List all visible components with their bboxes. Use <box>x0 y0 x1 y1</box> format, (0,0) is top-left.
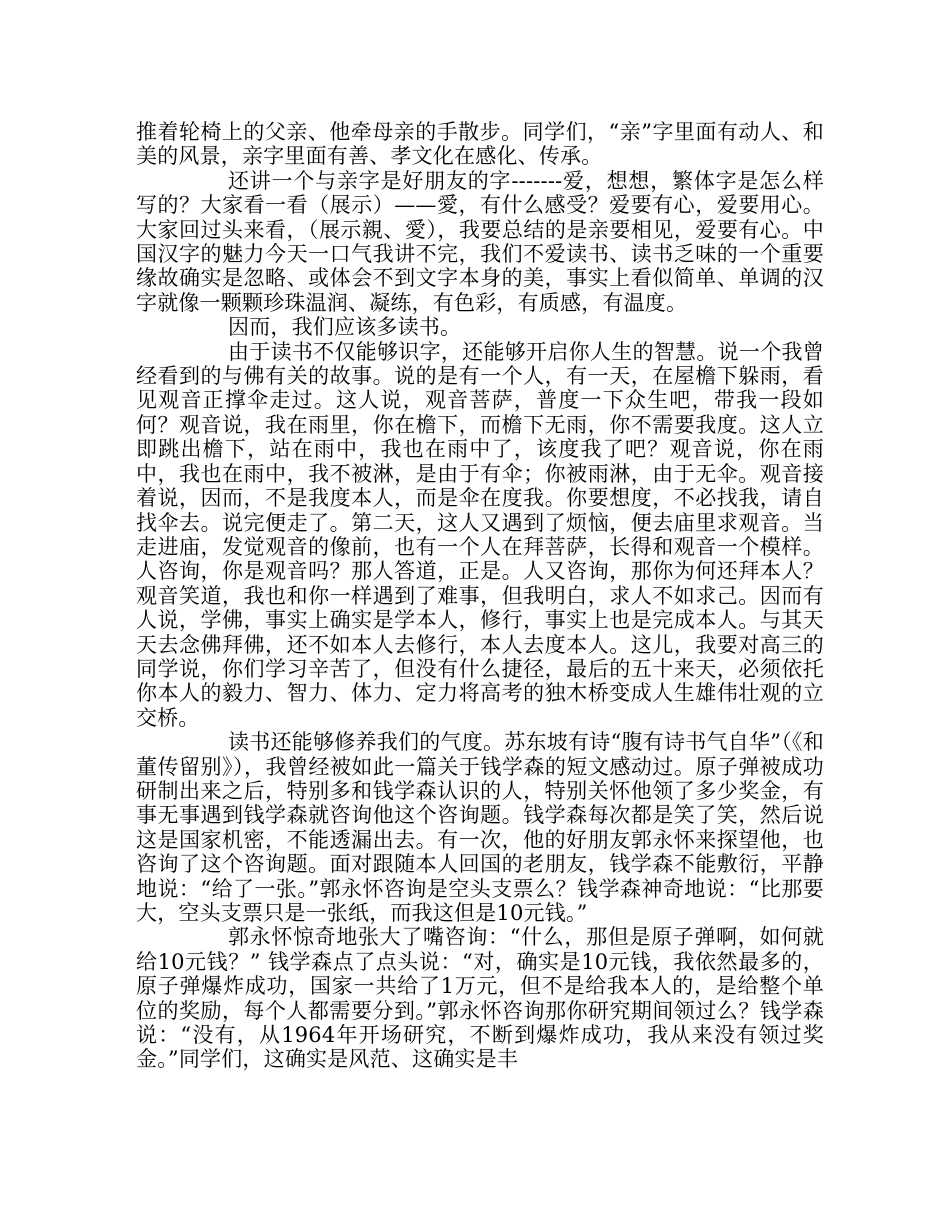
paragraph-2: 还讲一个与亲字是好朋友的字-------爱，想想，繁体字是怎么样写的？大家看一看（展示）——愛，有什么感受？爱要有心，爱要用心。大家回过头来看，（展示親、愛），我要总结的是亲要相见，爱要有心。中国汉字的魅力今天一口气我讲不完，我们不爱读书、读书乏味的一个重要缘故确实是忽略、或体会不到文字本身的美，事实上看似简单、单调的汉字就像一颗颗珍珠温润、凝练，有色彩，有质感，有温度。 <box>136 168 824 315</box>
paragraph-1: 推着轮椅上的父亲、他牵母亲的手散步。同学们，“亲”字里面有动人、和美的风景，亲字里面有善、孝文化在感化、传承。 <box>136 120 824 169</box>
paragraph-5: 读书还能够修养我们的气度。苏东坡有诗“腹有诗书气自华”（《和董传留别》），我曾经被如此一篇关于钱学森的短文感动过。原子弹被成功研制出来之后，特别多和钱学森认识的人，特别关怀他领了多少奖金，有事无事遇到钱学森就咨询他这个咨询题。钱学森每次都是笑了笑，然后说这是国家机密，不能透漏出去。有一次，他的好朋友郭永怀来探望他，也咨询了这个咨询题。面对跟随本人回国的老朋友，钱学森不能敷衍，平静地说：“给了一张。”郭永怀咨询是空头支票么？钱学森神奇地说：“比那要大，空头支票只是一张纸，而我这但是10元钱。” <box>136 730 824 925</box>
paragraph-4: 由于读书不仅能够识字，还能够开启你人生的智慧。说一个我曾经看到的与佛有关的故事。说的是有一个人，有一天，在屋檐下躲雨，看见观音正撑伞走过。这人说，观音菩萨，普度一下众生吧，带我一段如何？观音说，我在雨里，你在檐下，而檐下无雨，你不需要我度。这人立即跳出檐下，站在雨中，我也在雨中了，该度我了吧？观音说，你在雨中，我也在雨中，我不被淋，是由于有伞；你被雨淋，由于无伞。观音接着说，因而，不是我度本人，而是伞在度我。你要想度，不必找我，请自找伞去。说完便走了。第二天，这人又遇到了烦恼，便去庙里求观音。当走进庙，发觉观音的像前，也有一个人在拜菩萨，长得和观音一个模样。人咨询，你是观音吗？那人答道，正是。人又咨询，那你为何还拜本人？观音笑道，我也和你一样遇到了难事，但我明白，求人不如求己。因而有人说，学佛，事实上确实是学本人，修行，事实上也是完成本人。与其天天去念佛拜佛，还不如本人去修行，本人去度本人。这儿，我要对高三的同学说，你们学习辛苦了，但没有什么捷径，最后的五十来天，必须依托你本人的毅力、智力、体力、定力将高考的独木桥变成人生雄伟壮观的立交桥。 <box>136 339 824 730</box>
paragraph-3: 因而，我们应该多读书。 <box>228 315 462 340</box>
document-page <box>136 120 824 1072</box>
paragraph-6: 郭永怀惊奇地张大了嘴咨询：“什么，那但是原子弹啊，如何就给10元钱？” 钱学森点了点头说：“对，确实是10元钱，我依然最多的，原子弹爆炸成功，国家一共给了1万元，但不是给我本人的，是给整个单位的奖励，每个人都需要分到。”郭永怀咨询那你研究期间领过么？钱学森说：“没有，从1964年开场研究，不断到爆炸成功，我从来没有领过奖金。”同学们，这确实是风范、这确实是丰 <box>136 925 824 1072</box>
